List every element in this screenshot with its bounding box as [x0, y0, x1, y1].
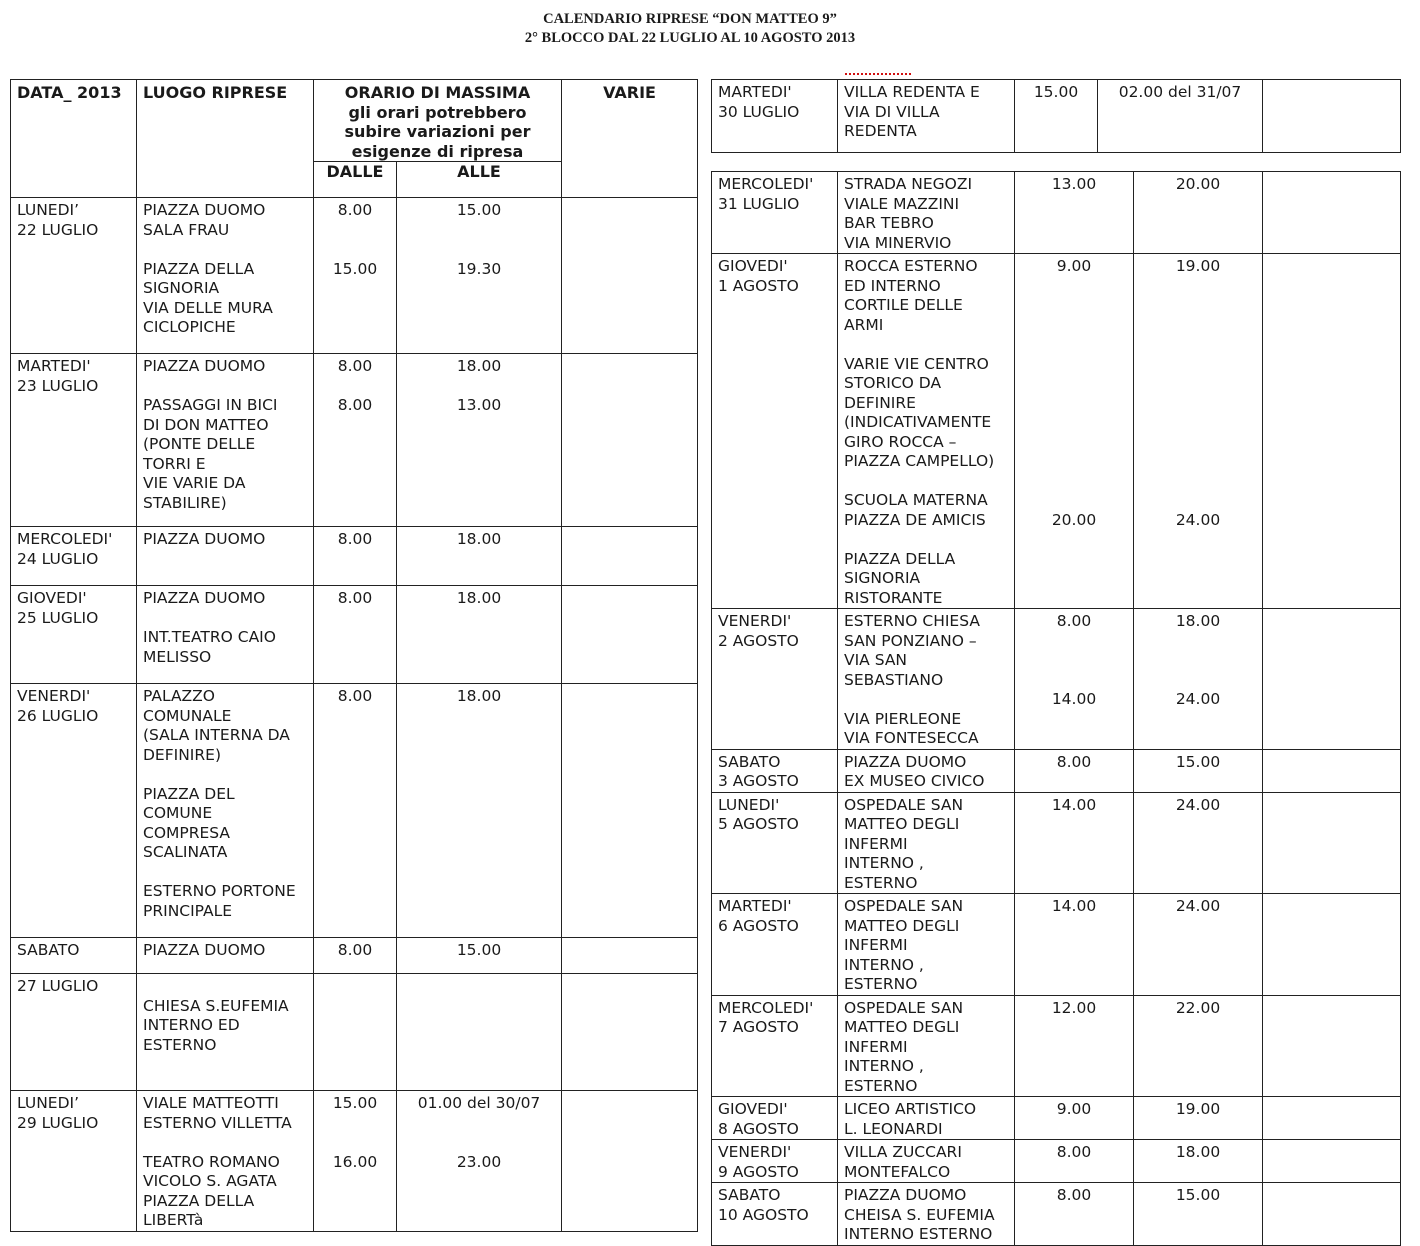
time-from: [314, 938, 397, 974]
time-to: [1134, 254, 1263, 609]
varie-cell: [562, 586, 698, 684]
time-to: [397, 684, 562, 938]
time-to-value: 23.00: [456, 1152, 502, 1171]
header-orario-note: gli orari potrebbero subire variazioni per esigenze di ripresa: [344, 102, 531, 161]
place-line: VILLA ZUCCARI MONTEFALCO: [844, 1143, 962, 1181]
date: 30 LUGLIO: [718, 102, 800, 121]
schedule-row: [11, 684, 698, 938]
date: 26 LUGLIO: [17, 706, 99, 725]
time-to-value: 24.00: [1175, 795, 1221, 814]
time-to-value: 18.00: [456, 530, 502, 548]
place-line: TEATRO ROMANO VICOLO S. AGATA PIAZZA DELLA LIBERTà: [143, 1152, 280, 1229]
weekday: VENERDI': [718, 612, 792, 630]
weekday: GIOVEDI': [718, 1100, 788, 1118]
document-title-line1: CALENDARIO RIPRESE “DON MATTEO 9”: [543, 11, 837, 27]
place-line: PIAZZA DELLA SIGNORIA RISTORANTE: [844, 549, 956, 607]
time-to-value: 19.00: [1175, 1100, 1221, 1118]
place-cell: [838, 609, 1015, 750]
time-to-value: 19.30: [456, 259, 502, 278]
schedule-row: [712, 1183, 1401, 1246]
time-from: [314, 527, 397, 586]
place-cell: VILLA REDENTA E VIA DI VILLA REDENTA: [838, 80, 1015, 153]
varie-cell: [1263, 172, 1401, 254]
date: 5 AGOSTO: [718, 815, 799, 833]
varie-cell: [1263, 894, 1401, 996]
schedule-row: [712, 80, 1401, 153]
date: 3 AGOSTO: [718, 772, 799, 790]
place-line: PIAZZA DUOMO SALA FRAU: [143, 201, 266, 239]
time-from-value: 8.00: [1056, 1186, 1092, 1204]
time-to-value: 15.00: [1175, 752, 1221, 771]
varie-cell: [562, 527, 698, 586]
time-from-value: 8.00: [1056, 752, 1092, 771]
time-from-value: 12.00: [1051, 998, 1097, 1017]
date-cell: [712, 995, 838, 1097]
date-cell: [712, 749, 838, 792]
time-from: [1015, 172, 1134, 254]
time-from: [314, 684, 397, 938]
time-to: [397, 527, 562, 586]
place-line: OSPEDALE SAN MATTEO DEGLI INFERMI INTERNO , ESTERNO: [844, 897, 964, 993]
varie-cell: [562, 938, 698, 974]
place-cell: [838, 1097, 1015, 1140]
varie-cell: [562, 974, 698, 1091]
place-cell: [838, 172, 1015, 254]
place-cell: [838, 995, 1015, 1097]
place-line: VARIE VIE CENTRO STORICO DA DEFINIRE (INDICATIVAMENTE GIRO ROCCA – PIAZZA CAMPELLO): [844, 354, 995, 470]
time-to: [397, 974, 562, 1091]
date-cell: [11, 684, 137, 938]
date-cell: [11, 354, 137, 527]
place-cell: [137, 586, 314, 684]
date: 22 LUGLIO: [17, 220, 99, 239]
date: 7 AGOSTO: [718, 1018, 799, 1036]
place-line: STRADA NEGOZI VIALE MAZZINI BAR TEBRO VIA MINERVIO: [844, 175, 973, 252]
weekday: 27 LUGLIO: [17, 977, 99, 995]
schedule-table-right-top: [711, 79, 1401, 153]
varie-cell: [1263, 749, 1401, 792]
weekday: MERCOLEDI': [718, 175, 814, 193]
weekday: LUNEDI’: [17, 201, 80, 219]
place-cell: [838, 1140, 1015, 1183]
header-alle: ALLE: [397, 162, 562, 198]
time-from-value: 8.00: [1056, 612, 1092, 630]
date-cell: [11, 586, 137, 684]
time-to-value: 18.00: [456, 357, 502, 375]
header-dalle: DALLE: [314, 162, 397, 198]
varie-cell: [562, 354, 698, 527]
date-cell: [11, 938, 137, 974]
varie-cell: [562, 1091, 698, 1232]
date: 23 LUGLIO: [17, 376, 99, 395]
place-cell: [137, 938, 314, 974]
place-cell: [838, 254, 1015, 609]
time-from-value: 16.00: [332, 1152, 378, 1171]
varie-cell: [1263, 80, 1401, 153]
document-title-line2: 2° BLOCCO DAL 22 LUGLIO AL 10 AGOSTO 2013: [524, 30, 856, 46]
date: 24 LUGLIO: [17, 549, 99, 568]
place-line: PIAZZA DUOMO: [143, 941, 266, 959]
varie-cell: [562, 198, 698, 354]
schedule-row: [712, 1140, 1401, 1183]
schedule-row: [712, 894, 1401, 996]
time-to: [1134, 609, 1263, 750]
schedule-row: [11, 974, 698, 1091]
header-luogo: LUOGO RIPRESE: [137, 80, 314, 198]
weekday: VENERDI': [718, 1143, 792, 1161]
varie-cell: [1263, 792, 1401, 894]
time-from: [1015, 792, 1134, 894]
date: 9 AGOSTO: [718, 1162, 799, 1181]
time-from-value: 13.00: [1051, 175, 1097, 193]
weekday: GIOVEDI': [17, 589, 87, 607]
time-from-value: 14.00: [1051, 897, 1097, 915]
place-line: ESTERNO PORTONE PRINCIPALE: [143, 882, 296, 920]
place-line: PASSAGGI IN BICI DI DON MATTEO (PONTE DELLE TORRI E VIE VARIE DA STABILIRE): [143, 396, 278, 512]
time-from-value: 8.00: [337, 396, 373, 414]
time-to: 02.00 del 31/07: [1098, 80, 1263, 153]
date: 10 AGOSTO: [718, 1205, 809, 1224]
time-to: [1134, 1097, 1263, 1140]
varie-cell: [562, 684, 698, 938]
time-to-value: 18.00: [456, 589, 502, 607]
time-from-value: 9.00: [1056, 257, 1092, 275]
weekday: SABATO: [17, 941, 80, 959]
time-from-value: 15.00: [332, 1094, 378, 1112]
place-cell: [838, 749, 1015, 792]
time-to-value: 15.00: [456, 941, 502, 959]
time-from-value: 8.00: [1056, 1143, 1092, 1161]
time-from: [314, 974, 397, 1091]
time-to-value: 13.00: [456, 396, 502, 414]
date-cell: [712, 894, 838, 996]
schedule-row: [712, 749, 1401, 792]
date: 6 AGOSTO: [718, 916, 799, 935]
time-from: [1015, 1097, 1134, 1140]
time-to-value: 22.00: [1175, 998, 1221, 1017]
place-cell: [137, 974, 314, 1091]
header-data: DATA_ 2013: [11, 80, 137, 198]
date: 2 AGOSTO: [718, 631, 799, 650]
time-from: [314, 198, 397, 354]
schedule-row: [712, 609, 1401, 750]
varie-cell: [1263, 1097, 1401, 1140]
date-cell: [712, 1183, 838, 1246]
place-line: ROCCA ESTERNO ED INTERNO CORTILE DELLE ARMI: [844, 257, 978, 334]
varie-cell: [1263, 254, 1401, 609]
place-line: PIAZZA DUOMO CHEISA S. EUFEMIA INTERNO ESTERNO: [844, 1186, 995, 1243]
schedule-row: [712, 792, 1401, 894]
date-cell: [11, 198, 137, 354]
place-cell: [838, 792, 1015, 894]
time-to: [1134, 749, 1263, 792]
time-to-value: 18.00: [456, 687, 502, 705]
place-line: CHIESA S.EUFEMIA INTERNO ED ESTERNO: [143, 996, 289, 1054]
time-to: [1134, 1140, 1263, 1183]
place-cell: [137, 354, 314, 527]
time-from-value: 14.00: [1051, 795, 1097, 814]
place-line: OSPEDALE SAN MATTEO DEGLI INFERMI INTERNO , ESTERNO: [844, 998, 964, 1095]
weekday: SABATO: [718, 1186, 781, 1204]
schedule-row: [11, 354, 698, 527]
time-from-value: 9.00: [1056, 1100, 1092, 1118]
place-line: OSPEDALE SAN MATTEO DEGLI INFERMI INTERNO , ESTERNO: [844, 795, 964, 892]
schedule-table-left: [10, 79, 698, 1232]
time-to: [1134, 894, 1263, 996]
varie-cell: [1263, 1183, 1401, 1246]
schedule-table-right: [711, 171, 1401, 1246]
time-from-value: 8.00: [337, 941, 373, 959]
time-to-value: 24.00: [1175, 510, 1221, 529]
date: 31 LUGLIO: [718, 194, 800, 213]
place-line: VIA PIERLEONE VIA FONTESECCA: [844, 709, 979, 747]
place-line: INT.TEATRO CAIO MELISSO: [143, 628, 276, 666]
header-varie: VARIE: [562, 80, 698, 198]
place-line: PALAZZO COMUNALE (SALA INTERNA DA DEFINIRE): [143, 687, 290, 764]
weekday: MARTEDI': [718, 897, 792, 915]
weekday: GIOVEDI': [718, 257, 788, 275]
place-cell: [838, 894, 1015, 996]
weekday: VENERDI': [17, 687, 91, 705]
time-from-value: 8.00: [337, 589, 373, 607]
date-cell: [712, 609, 838, 750]
time-from-value: 8.00: [337, 201, 373, 219]
place-line: SCUOLA MATERNA PIAZZA DE AMICIS: [844, 491, 988, 529]
time-to: [397, 354, 562, 527]
schedule-row: [11, 1091, 698, 1232]
time-from: [314, 354, 397, 527]
date-cell: [712, 80, 838, 153]
date-cell: [11, 1091, 137, 1232]
schedule-row: [11, 527, 698, 586]
weekday: MERCOLEDI': [718, 998, 814, 1017]
place-line: PIAZZA DUOMO EX MUSEO CIVICO: [844, 752, 985, 790]
time-to-value: 18.00: [1175, 1143, 1221, 1161]
schedule-row: [11, 586, 698, 684]
place-line: PIAZZA DEL COMUNE COMPRESA SCALINATA: [143, 784, 235, 861]
time-to: [397, 938, 562, 974]
date: 1 AGOSTO: [718, 276, 799, 295]
time-to-value: 18.00: [1175, 612, 1221, 630]
place-line: ESTERNO CHIESA SAN PONZIANO – VIA SAN SEBASTIANO: [844, 612, 980, 689]
place-line: PIAZZA DUOMO: [143, 530, 266, 548]
time-to: [1134, 172, 1263, 254]
place-cell: [137, 684, 314, 938]
time-to-value: 15.00: [456, 201, 502, 219]
time-from-value: 15.00: [332, 259, 378, 278]
time-from: [314, 1091, 397, 1232]
time-from: [1015, 894, 1134, 996]
place-line: PIAZZA DUOMO: [143, 357, 266, 375]
time-from: [1015, 995, 1134, 1097]
place-cell: [137, 198, 314, 354]
spellcheck-underline: [845, 73, 911, 79]
weekday: SABATO: [718, 752, 781, 771]
schedule-row: [712, 172, 1401, 254]
varie-cell: [1263, 995, 1401, 1097]
time-to: [1134, 1183, 1263, 1246]
date: 25 LUGLIO: [17, 608, 99, 627]
time-to-value: 19.00: [1175, 257, 1221, 275]
time-to: [397, 1091, 562, 1232]
time-to: [1134, 792, 1263, 894]
time-to-value: 24.00: [1175, 897, 1221, 915]
time-from: [1015, 254, 1134, 609]
time-to-value: 01.00 del 30/07: [417, 1094, 541, 1112]
varie-cell: [1263, 609, 1401, 750]
time-from: 15.00: [1015, 80, 1098, 153]
date-cell: [712, 1140, 838, 1183]
time-from: [1015, 749, 1134, 792]
schedule-row: [11, 198, 698, 354]
header-orario-title: ORARIO DI MASSIMA: [344, 83, 531, 102]
varie-cell: [1263, 1140, 1401, 1183]
time-from: [314, 586, 397, 684]
time-from: [1015, 609, 1134, 750]
date-cell: [712, 254, 838, 609]
place-line: PIAZZA DUOMO: [143, 589, 266, 607]
weekday: MARTEDI': [718, 83, 792, 101]
time-to: [397, 198, 562, 354]
place-cell: [137, 1091, 314, 1232]
time-from-value: 8.00: [337, 530, 373, 548]
schedule-row: [712, 254, 1401, 609]
time-to: [397, 586, 562, 684]
time-from-value: 14.00: [1051, 690, 1097, 708]
place-line: VIALE MATTEOTTI ESTERNO VILLETTA: [143, 1094, 292, 1132]
date-cell: [11, 974, 137, 1091]
time-from: [1015, 1140, 1134, 1183]
place-cell: [137, 527, 314, 586]
schedule-row: [11, 938, 698, 974]
date: 29 LUGLIO: [17, 1113, 99, 1132]
place-line: PIAZZA DELLA SIGNORIA VIA DELLE MURA CICLOPICHE: [143, 259, 273, 336]
header-orario: [314, 80, 562, 162]
place-line: LICEO ARTISTICO L. LEONARDI: [844, 1100, 977, 1138]
time-from-value: 8.00: [337, 687, 373, 705]
date-cell: [712, 1097, 838, 1140]
weekday: LUNEDI': [718, 795, 780, 814]
time-from: [1015, 1183, 1134, 1246]
time-to-value: 24.00: [1175, 690, 1221, 708]
date: 8 AGOSTO: [718, 1119, 799, 1138]
date-cell: [712, 172, 838, 254]
schedule-row: [712, 995, 1401, 1097]
place-cell: [838, 1183, 1015, 1246]
time-to: [1134, 995, 1263, 1097]
time-to-value: 15.00: [1175, 1186, 1221, 1204]
weekday: MERCOLEDI': [17, 530, 113, 548]
schedule-row: [712, 1097, 1401, 1140]
header-row: [11, 80, 698, 162]
weekday: LUNEDI’: [17, 1094, 80, 1112]
time-from-value: 8.00: [337, 357, 373, 375]
time-from-value: 20.00: [1051, 510, 1097, 529]
weekday: MARTEDI': [17, 357, 91, 375]
date-cell: [11, 527, 137, 586]
date-cell: [712, 792, 838, 894]
time-to-value: 20.00: [1175, 175, 1221, 193]
